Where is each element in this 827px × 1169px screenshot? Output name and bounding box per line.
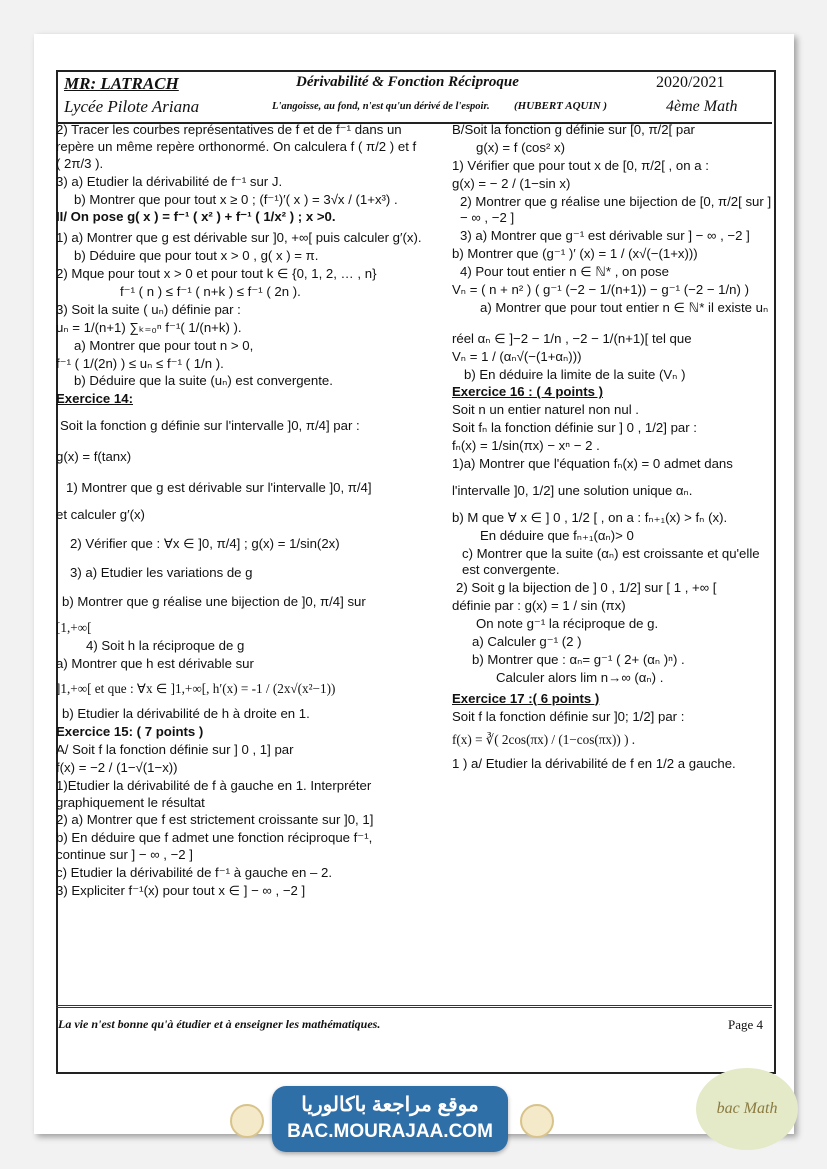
formula: f(x) = −2 / (1−√(1−x)) [56, 759, 178, 775]
text-line: 2) Mque pour tout x > 0 et pour tout k ∈ {0, 1, 2, … , n} [56, 266, 377, 282]
text-line: b) Montrer que : αₙ= g⁻¹ ( 2+ (αₙ )ⁿ) . [472, 651, 685, 667]
text-line: 4) Soit h la réciproque de g [86, 638, 245, 654]
text-line: 3) Soit la suite ( uₙ) définie par : [56, 301, 241, 317]
text-line: b) M que ∀ x ∈ ] 0 , 1/2 [ , on a : fₙ₊₁(x) > fₙ (x). [452, 509, 728, 525]
exercise-heading: Exercice 14: [56, 391, 133, 407]
formula: [1,+∞[ [56, 620, 92, 636]
page-header [56, 72, 772, 124]
exercise-heading: Exercice 16 : ( 4 points ) [452, 384, 603, 400]
quote: L'angoisse, au fond, n'est qu'un dérivé de l'espoir. [272, 101, 490, 112]
text-line: a) Montrer que pour tout n > 0, [74, 337, 254, 353]
text-line: 1) Vérifier que pour tout x de [0, π/2[ , on a : [452, 157, 709, 173]
text-line: et calculer g′(x) [56, 506, 145, 522]
text-line: B/Soit la fonction g définie sur [0, π/2[ par [452, 122, 695, 137]
text-line: 3) Expliciter f⁻¹(x) pour tout x ∈ ] − ∞ , −2 ] [56, 882, 306, 898]
text-line: A/ Soit f la fonction définie sur ] 0 , 1] par [56, 741, 294, 757]
text-line: f⁻¹ ( n ) ≤ f⁻¹ ( n+k ) ≤ f⁻¹ ( 2n ). [120, 284, 301, 300]
exercise-heading: Exercice 15: ( 7 points ) [56, 723, 204, 739]
text-line: b) Montrer que g réalise une bijection de ]0, π/4] sur [62, 593, 366, 609]
formula: 2) Vérifier que : ∀x ∈ ]0, π/4] ; g(x) = 1/sin(2x) [70, 535, 340, 551]
author: MR: LATRACH [64, 74, 179, 93]
right-column [452, 122, 772, 774]
section-heading: II/ On pose g( x ) = f⁻¹ ( x² ) + f⁻¹ ( 1/x² ) ; x >0. [56, 209, 336, 225]
right-logo-icon [520, 1104, 554, 1138]
text-line: 3) a) Etudier les variations de g [70, 564, 253, 580]
text-line: b) Etudier la dérivabilité de h à droite en 1. [62, 706, 310, 722]
formula: b) Montrer que (g⁻¹ )′ (x) = 1 / (x√(−(1+x))) [452, 246, 698, 262]
page-title: Dérivabilité & Fonction Réciproque [296, 74, 519, 90]
formula: g(x) = − 2 / (1−sin x) [452, 175, 571, 191]
site-banner[interactable] [272, 1086, 508, 1152]
text-line: 1) Montrer que g est dérivable sur l'intervalle ]0, π/4] [66, 480, 372, 496]
school-name: Lycée Pilote Ariana [64, 97, 200, 116]
text-line: définie par : g(x) = 1 / sin (πx) [452, 598, 626, 614]
text-line: l'intervalle ]0, 1/2] une solution unique αₙ. [452, 482, 693, 498]
text-line: 1)Etudier la dérivabilité de f à gauche en 1. Interpréter graphiquement le résultat [56, 777, 372, 810]
formula: f(x) = ∛( 2cos(πx) / (1−cos(πx)) ) . [452, 731, 636, 747]
formula: uₙ = 1/(n+1) ∑ₖ₌₀ⁿ f⁻¹( 1/(n+k) ). [56, 319, 242, 335]
formula: ]1,+∞[ et que : ∀x ∈ ]1,+∞[, h′(x) = -1 / (2x√(x²−1)) [56, 681, 336, 697]
text-line: c) Etudier la dérivabilité de f⁻¹ à gauche en – 2. [56, 865, 332, 881]
text-line: 1)a) Montrer que l'équation fₙ(x) = 0 admet dans [452, 456, 733, 472]
text-line: b) En déduire que f admet une fonction réciproque f⁻¹, continue sur ] − ∞ , −2 ] [56, 830, 373, 863]
text-line: c) Montrer que la suite (αₙ) est croissante et qu'elle est convergente. [462, 545, 760, 578]
text-line: 2) Soit g la bijection de ] 0 , 1/2] sur [ 1 , +∞ [ [456, 580, 717, 596]
page-number: Page 4 [728, 1017, 764, 1032]
quote-author: (HUBERT AQUIN ) [514, 100, 608, 112]
school-year: 2020/2021 [656, 74, 725, 91]
text-line: 3) a) Etudier la dérivabilité de f⁻¹ sur J. [56, 173, 283, 189]
formula: Vₙ = ( n + n² ) ( g⁻¹ (−2 − 1/(n+1)) − g⁻¹ (−2 − 1/n) ) [452, 282, 749, 298]
formula: Vₙ = 1 / (αₙ√(−(1+αₙ))) [452, 348, 582, 364]
text-line: b) Déduire que pour tout x > 0 , g( x ) = π. [74, 248, 319, 264]
footer-motto: La vie n'est bonne qu'à étudier et à enseigner les mathématiques. [58, 1017, 381, 1031]
banner-site: BAC.MOURAJAA.COM [287, 1121, 493, 1142]
formula: g(x) = f(tanx) [56, 449, 132, 465]
text-line: b) Montrer que pour tout x ≥ 0 ; (f⁻¹)′( x ) = 3√x / (1+x³) . [74, 191, 398, 207]
text-line: 3) a) Montrer que g⁻¹ est dérivable sur ] − ∞ , −2 ] [460, 228, 750, 244]
footer-separator [56, 1005, 772, 1008]
left-logo-icon [230, 1104, 264, 1138]
exercise-heading: Exercice 17 :( 6 points ) [452, 690, 600, 706]
text-line: a) Calculer g⁻¹ (2 ) [472, 634, 582, 650]
text-line: 4) Pour tout entier n ∈ ℕ* , on pose [460, 264, 669, 280]
text-line: b) En déduire la limite de la suite (Vₙ ) [464, 366, 686, 382]
text-line: Soit n un entier naturel non nul . [452, 402, 639, 418]
formula: g(x) = f (cos² x) [476, 139, 566, 155]
text-line: a) Montrer que pour tout entier n ∈ ℕ* il existe uₙ [480, 299, 769, 315]
text-line: On note g⁻¹ la réciproque de g. [476, 616, 659, 632]
banner-arabic: موقع مراجعة باكالوريا [301, 1094, 479, 1116]
text-line: réel αₙ ∈ ]−2 − 1/n , −2 − 1/(n+1)[ tel que [452, 330, 692, 346]
text-line: 2) Tracer les courbes représentatives de f et de f⁻¹ dans un repère un même repère orthonormé. On calculera f ( π/2 ) et f ( 2π/3 ). [56, 122, 417, 171]
text-line: 2) a) Montrer que f est strictement croissante sur ]0, 1] [56, 812, 374, 828]
text-line: 1 ) a/ Etudier la dérivabilité de f en 1/2 a gauche. [452, 756, 736, 772]
text-line: 1) a) Montrer que g est dérivable sur ]0, +∞[ puis calculer g′(x). [56, 230, 422, 246]
bac-math-badge: bac Math [696, 1068, 798, 1150]
formula: fₙ(x) = 1/sin(πx) − xⁿ − 2 . [452, 438, 600, 454]
text-line: En déduire que fₙ₊₁(αₙ)> 0 [480, 527, 634, 543]
text-line: Soit fₙ la fonction définie sur ] 0 , 1/2] par : [452, 420, 697, 436]
text-line: Soit la fonction g définie sur l'intervalle ]0, π/4] par : [60, 418, 360, 434]
class-level: 4ème Math [666, 98, 738, 115]
formula: f⁻¹ ( 1/(2n) ) ≤ uₙ ≤ f⁻¹ ( 1/n ). [56, 355, 224, 371]
text-line: Calculer alors lim n→∞ (αₙ) . [496, 669, 664, 685]
text-line: b) Déduire que la suite (uₙ) est convergente. [74, 373, 333, 389]
left-column [56, 122, 424, 901]
text-line: 2) Montrer que g réalise une bijection de [0, π/2[ sur ] − ∞ , −2 ] [460, 193, 772, 226]
text-line: Soit f la fonction définie sur ]0; 1/2] par : [452, 708, 685, 724]
text-line: a) Montrer que h est dérivable sur [56, 656, 254, 672]
